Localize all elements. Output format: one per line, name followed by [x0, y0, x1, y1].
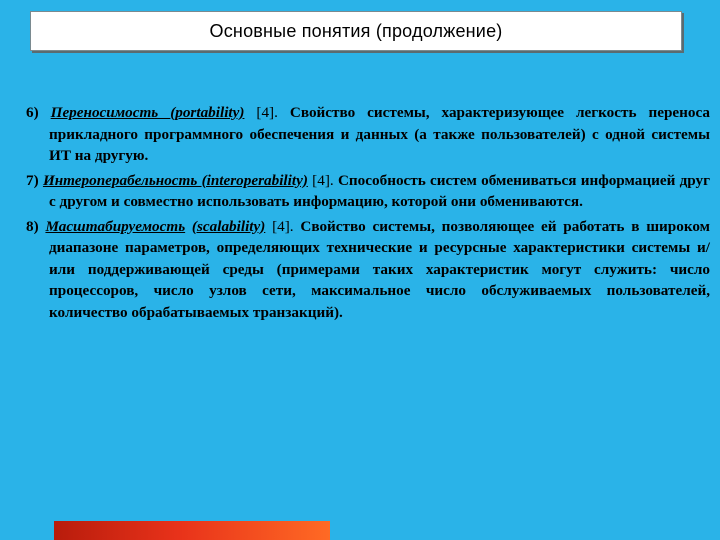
item-english-term: (interoperability)	[201, 171, 308, 189]
item-term: Масштабируемость	[45, 217, 186, 235]
item-number: 7)	[26, 171, 39, 189]
item-term: Интероперабельность	[42, 171, 202, 189]
item-reference: [4].	[312, 171, 334, 189]
title-box	[30, 11, 682, 51]
item-number: 8)	[26, 217, 39, 235]
slide-title: Основные понятия (продолжение)	[209, 20, 503, 41]
item-reference: [4].	[256, 104, 278, 121]
item-number: 6)	[26, 104, 39, 121]
definition-item-interoperability	[26, 170, 710, 213]
item-text: Свойство системы, позволяющее ей работать в широком диапазоне параметров, определяющих технические и ресурсные характеристики системы и/или поддерживающей среды (примерами таких характеристик могут служить: число процессоров, число узлов сети, максимальное число обслуживаемых пользователей, количество обрабатываемых транзакций).	[49, 217, 711, 321]
definition-item-scalability	[26, 216, 710, 324]
definitions-list	[26, 102, 710, 326]
item-english-term: (scalability)	[191, 217, 266, 235]
item-text: Свойство системы, характеризующее легкость переноса прикладного программного обеспечения и данных (а также пользователей) с одной системы ИТ на другую.	[49, 104, 711, 164]
definition-item-portability	[26, 102, 710, 167]
item-term: Переносимость	[50, 104, 171, 121]
item-english-term: (portability)	[170, 104, 245, 121]
item-reference: [4].	[272, 217, 294, 235]
item-text: Способность систем обмениваться информацией друг с другом и совместно использовать информацию, которой они обмениваются.	[49, 171, 711, 210]
decorative-accent-bar	[54, 521, 330, 540]
